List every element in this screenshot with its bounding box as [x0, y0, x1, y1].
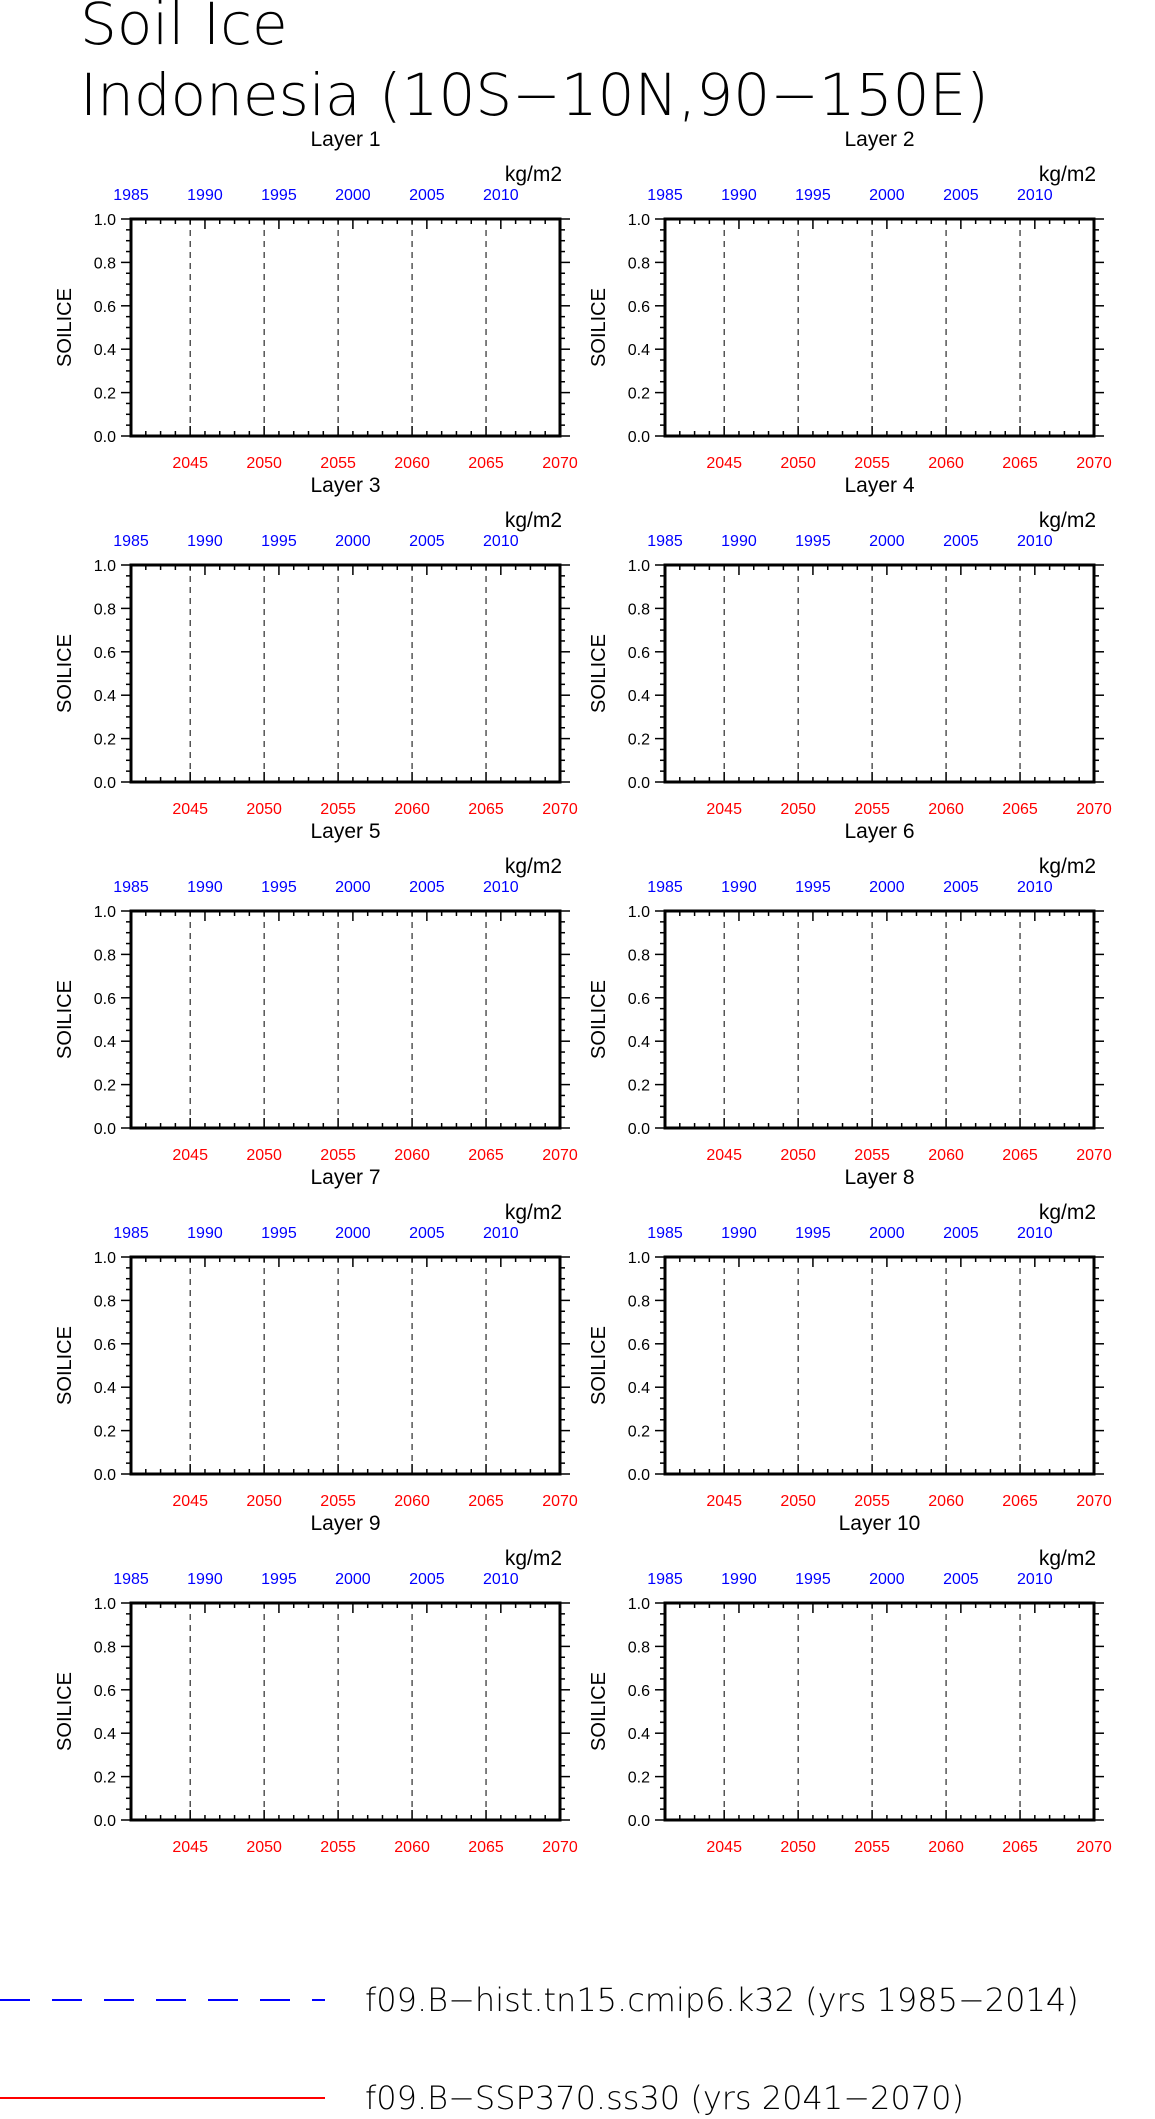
chart-panel [54, 128, 578, 472]
x-tick-label-historical: 1995 [795, 1571, 831, 1588]
x-tick-label-historical: 1985 [113, 533, 149, 550]
x-tick-label-future: 2050 [246, 1493, 282, 1510]
y-tick-label: 0.2 [93, 731, 116, 749]
y-tick-label: 0.6 [627, 1682, 650, 1700]
y-tick-label: 0.6 [93, 1336, 116, 1354]
y-tick-label: 0.4 [93, 1380, 116, 1398]
y-tick-label: 1.0 [93, 1250, 116, 1267]
x-tick-label-future: 2050 [780, 455, 816, 472]
y-tick-label: 1.0 [627, 212, 650, 229]
x-tick-label-future: 2065 [468, 1147, 504, 1164]
plot-frame [665, 1603, 1094, 1820]
y-tick-label: 0.0 [627, 429, 650, 446]
x-tick-label-historical: 2000 [335, 533, 371, 550]
chart-panel [54, 1166, 578, 1510]
x-tick-label-future: 2055 [320, 1839, 356, 1856]
y-axis-label: SOILICE [588, 1672, 610, 1751]
x-tick-label-future: 2070 [1076, 455, 1112, 472]
units-label: kg/m2 [504, 163, 562, 186]
x-tick-label-historical: 1985 [647, 187, 683, 204]
x-tick-label-historical: 2000 [869, 187, 905, 204]
x-tick-label-future: 2045 [706, 1493, 742, 1510]
x-tick-label-historical: 1985 [647, 879, 683, 896]
x-tick-label-future: 2060 [394, 1839, 430, 1856]
x-tick-label-future: 2050 [246, 455, 282, 472]
y-axis-label: SOILICE [588, 634, 610, 713]
x-tick-label-future: 2050 [246, 1147, 282, 1164]
x-tick-label-future: 2070 [542, 1493, 578, 1510]
y-tick-label: 0.8 [627, 947, 650, 965]
y-tick-label: 1.0 [627, 904, 650, 921]
x-tick-label-historical: 1995 [261, 1225, 297, 1242]
x-tick-label-historical: 1995 [261, 1571, 297, 1588]
units-label: kg/m2 [1038, 163, 1096, 186]
y-tick-label: 0.2 [93, 385, 116, 403]
y-tick-label: 0.0 [93, 1121, 116, 1138]
y-axis-label: SOILICE [54, 634, 76, 713]
y-tick-label: 0.0 [627, 1121, 650, 1138]
y-tick-label: 0.0 [93, 1813, 116, 1830]
x-tick-label-future: 2065 [468, 1839, 504, 1856]
units-label: kg/m2 [1038, 1201, 1096, 1224]
figure-title-line2: Indonesia (10S−10N,90−150E) [80, 61, 989, 129]
y-tick-label: 0.2 [627, 385, 650, 403]
x-tick-label-future: 2050 [780, 1147, 816, 1164]
x-tick-label-historical: 1990 [187, 533, 223, 550]
x-tick-label-future: 2045 [172, 1493, 208, 1510]
x-tick-label-future: 2065 [468, 1493, 504, 1510]
x-tick-label-historical: 2000 [869, 879, 905, 896]
y-tick-label: 0.0 [93, 1467, 116, 1484]
y-axis-label: SOILICE [54, 1672, 76, 1751]
y-tick-label: 0.4 [627, 1380, 650, 1398]
x-tick-label-historical: 2010 [483, 187, 519, 204]
x-tick-label-future: 2060 [928, 1147, 964, 1164]
units-label: kg/m2 [504, 1201, 562, 1224]
x-tick-label-historical: 2000 [869, 533, 905, 550]
x-tick-label-historical: 1990 [721, 879, 757, 896]
x-tick-label-future: 2055 [320, 1147, 356, 1164]
x-tick-label-future: 2060 [928, 801, 964, 818]
x-tick-label-historical: 1985 [113, 1225, 149, 1242]
x-tick-label-historical: 2010 [483, 533, 519, 550]
x-tick-label-historical: 1995 [261, 879, 297, 896]
legend-label-future: f09.B−SSP370.ss30 (yrs 2041−2070) [365, 2079, 964, 2117]
chart-panel [54, 820, 578, 1164]
x-tick-label-historical: 2000 [335, 1571, 371, 1588]
y-tick-label: 0.4 [627, 688, 650, 706]
x-tick-label-future: 2045 [172, 455, 208, 472]
x-tick-label-historical: 1985 [647, 533, 683, 550]
x-tick-label-future: 2060 [928, 1493, 964, 1510]
x-tick-label-future: 2070 [542, 455, 578, 472]
x-tick-label-future: 2050 [780, 1839, 816, 1856]
x-tick-label-future: 2060 [928, 455, 964, 472]
y-tick-label: 0.4 [93, 1726, 116, 1744]
plot-frame [665, 219, 1094, 436]
x-tick-label-future: 2060 [394, 1147, 430, 1164]
x-tick-label-future: 2070 [542, 1147, 578, 1164]
y-tick-label: 0.2 [93, 1423, 116, 1441]
panel-title: Layer 10 [838, 1512, 921, 1535]
y-tick-label: 0.8 [627, 1639, 650, 1657]
x-tick-label-future: 2045 [706, 1147, 742, 1164]
x-tick-label-future: 2050 [246, 1839, 282, 1856]
x-tick-label-historical: 1995 [261, 187, 297, 204]
panel-title: Layer 1 [310, 128, 381, 151]
x-tick-label-historical: 1990 [187, 1225, 223, 1242]
x-tick-label-future: 2045 [172, 1147, 208, 1164]
y-tick-label: 1.0 [93, 1596, 116, 1613]
x-tick-label-historical: 2010 [483, 879, 519, 896]
chart-panel [54, 474, 578, 818]
x-tick-label-historical: 1990 [187, 879, 223, 896]
y-tick-label: 0.2 [93, 1769, 116, 1787]
y-tick-label: 0.0 [627, 1467, 650, 1484]
x-tick-label-future: 2045 [706, 1839, 742, 1856]
units-label: kg/m2 [504, 1547, 562, 1570]
y-tick-label: 1.0 [627, 1596, 650, 1613]
y-tick-label: 0.6 [93, 1682, 116, 1700]
x-tick-label-future: 2065 [1002, 455, 1038, 472]
y-tick-label: 0.0 [93, 775, 116, 792]
x-tick-label-historical: 2005 [409, 1225, 445, 1242]
y-tick-label: 0.6 [627, 644, 650, 662]
x-tick-label-future: 2070 [1076, 1839, 1112, 1856]
x-tick-label-historical: 2010 [1017, 533, 1053, 550]
x-tick-label-historical: 2000 [869, 1571, 905, 1588]
y-axis-label: SOILICE [588, 980, 610, 1059]
units-label: kg/m2 [1038, 1547, 1096, 1570]
x-tick-label-historical: 2005 [409, 187, 445, 204]
panel-title: Layer 7 [310, 1166, 381, 1189]
x-tick-label-historical: 2005 [943, 187, 979, 204]
y-axis-label: SOILICE [54, 980, 76, 1059]
x-tick-label-historical: 1990 [187, 1571, 223, 1588]
x-tick-label-future: 2055 [854, 801, 890, 818]
x-tick-label-future: 2055 [320, 455, 356, 472]
x-tick-label-historical: 1995 [795, 879, 831, 896]
panel-title: Layer 5 [310, 820, 381, 843]
chart-panel [588, 820, 1112, 1164]
panel-title: Layer 3 [310, 474, 381, 497]
x-tick-label-future: 2045 [172, 801, 208, 818]
x-tick-label-historical: 1985 [647, 1225, 683, 1242]
x-tick-label-future: 2070 [542, 801, 578, 818]
x-tick-label-historical: 2005 [943, 1225, 979, 1242]
y-tick-label: 1.0 [93, 558, 116, 575]
plot-frame [665, 1257, 1094, 1474]
y-axis-label: SOILICE [588, 1326, 610, 1405]
y-tick-label: 0.4 [93, 688, 116, 706]
y-axis-label: SOILICE [54, 288, 76, 367]
y-tick-label: 0.8 [627, 601, 650, 619]
x-tick-label-historical: 1995 [261, 533, 297, 550]
y-axis-label: SOILICE [54, 1326, 76, 1405]
y-tick-label: 0.8 [93, 601, 116, 619]
figure-title-line1: Soil Ice [80, 0, 288, 58]
y-tick-label: 0.4 [627, 342, 650, 360]
x-tick-label-historical: 2005 [943, 533, 979, 550]
x-tick-label-future: 2055 [320, 1493, 356, 1510]
x-tick-label-future: 2065 [1002, 801, 1038, 818]
x-tick-label-future: 2045 [706, 455, 742, 472]
x-tick-label-future: 2070 [1076, 1493, 1112, 1510]
y-tick-label: 0.2 [627, 731, 650, 749]
y-tick-label: 0.8 [93, 1293, 116, 1311]
y-tick-label: 0.8 [627, 1293, 650, 1311]
chart-panel [588, 1166, 1112, 1510]
plot-frame [131, 219, 560, 436]
y-tick-label: 0.2 [627, 1077, 650, 1095]
x-tick-label-historical: 2000 [335, 187, 371, 204]
x-tick-label-future: 2055 [854, 1839, 890, 1856]
x-tick-label-historical: 2010 [1017, 1225, 1053, 1242]
chart-panel [588, 128, 1112, 472]
y-tick-label: 0.6 [93, 298, 116, 316]
x-tick-label-future: 2045 [172, 1839, 208, 1856]
units-label: kg/m2 [1038, 855, 1096, 878]
x-tick-label-future: 2065 [468, 801, 504, 818]
y-axis-label: SOILICE [588, 288, 610, 367]
y-tick-label: 0.8 [93, 1639, 116, 1657]
panel-title: Layer 9 [310, 1512, 381, 1535]
x-tick-label-future: 2050 [246, 801, 282, 818]
y-tick-label: 0.6 [93, 644, 116, 662]
x-tick-label-future: 2050 [780, 801, 816, 818]
x-tick-label-historical: 1985 [113, 879, 149, 896]
x-tick-label-future: 2070 [1076, 1147, 1112, 1164]
y-tick-label: 0.6 [93, 990, 116, 1008]
x-tick-label-historical: 2000 [335, 1225, 371, 1242]
units-label: kg/m2 [504, 509, 562, 532]
y-tick-label: 0.6 [627, 1336, 650, 1354]
chart-panel [54, 1512, 578, 1856]
x-tick-label-future: 2060 [394, 801, 430, 818]
plot-frame [131, 1603, 560, 1820]
x-tick-label-future: 2055 [854, 1493, 890, 1510]
x-tick-label-historical: 2010 [1017, 187, 1053, 204]
y-tick-label: 0.0 [627, 775, 650, 792]
plot-frame [665, 911, 1094, 1128]
x-tick-label-future: 2055 [854, 455, 890, 472]
x-tick-label-future: 2065 [1002, 1147, 1038, 1164]
y-tick-label: 0.2 [627, 1769, 650, 1787]
plot-frame [665, 565, 1094, 782]
x-tick-label-future: 2050 [780, 1493, 816, 1510]
x-tick-label-future: 2045 [706, 801, 742, 818]
x-tick-label-future: 2065 [468, 455, 504, 472]
x-tick-label-historical: 2000 [335, 879, 371, 896]
y-tick-label: 0.2 [93, 1077, 116, 1095]
x-tick-label-historical: 2005 [409, 879, 445, 896]
y-tick-label: 0.0 [627, 1813, 650, 1830]
y-tick-label: 0.8 [93, 255, 116, 273]
panel-grid [54, 128, 1112, 1856]
units-label: kg/m2 [504, 855, 562, 878]
x-tick-label-historical: 1990 [187, 187, 223, 204]
x-tick-label-historical: 2010 [483, 1225, 519, 1242]
y-tick-label: 0.6 [627, 990, 650, 1008]
x-tick-label-historical: 1995 [795, 1225, 831, 1242]
y-tick-label: 1.0 [627, 558, 650, 575]
y-tick-label: 0.2 [627, 1423, 650, 1441]
x-tick-label-historical: 1985 [113, 1571, 149, 1588]
panel-title: Layer 2 [844, 128, 915, 151]
y-tick-label: 1.0 [627, 1250, 650, 1267]
x-tick-label-historical: 2000 [869, 1225, 905, 1242]
x-tick-label-historical: 1995 [795, 187, 831, 204]
x-tick-label-historical: 1985 [113, 187, 149, 204]
panel-title: Layer 6 [844, 820, 915, 843]
x-tick-label-historical: 1990 [721, 1225, 757, 1242]
y-tick-label: 0.8 [627, 255, 650, 273]
x-tick-label-future: 2060 [394, 1493, 430, 1510]
y-tick-label: 1.0 [93, 212, 116, 229]
x-tick-label-historical: 1990 [721, 187, 757, 204]
panel-title: Layer 4 [844, 474, 915, 497]
x-tick-label-historical: 2010 [1017, 1571, 1053, 1588]
y-tick-label: 0.8 [93, 947, 116, 965]
panel-title: Layer 8 [844, 1166, 915, 1189]
chart-panel [588, 474, 1112, 818]
x-tick-label-historical: 2005 [943, 879, 979, 896]
units-label: kg/m2 [1038, 509, 1096, 532]
x-tick-label-historical: 1995 [795, 533, 831, 550]
y-tick-label: 0.4 [627, 1726, 650, 1744]
x-tick-label-future: 2060 [394, 455, 430, 472]
y-tick-label: 0.4 [93, 1034, 116, 1052]
y-tick-label: 0.6 [627, 298, 650, 316]
x-tick-label-historical: 2010 [1017, 879, 1053, 896]
x-tick-label-future: 2070 [542, 1839, 578, 1856]
y-tick-label: 0.4 [627, 1034, 650, 1052]
x-tick-label-future: 2055 [854, 1147, 890, 1164]
x-tick-label-future: 2060 [928, 1839, 964, 1856]
x-tick-label-historical: 2005 [409, 533, 445, 550]
x-tick-label-historical: 2005 [943, 1571, 979, 1588]
y-tick-label: 1.0 [93, 904, 116, 921]
y-tick-label: 0.4 [93, 342, 116, 360]
y-tick-label: 0.0 [93, 429, 116, 446]
chart-panel [588, 1512, 1112, 1856]
x-tick-label-future: 2065 [1002, 1839, 1038, 1856]
legend [0, 1981, 1079, 2117]
x-tick-label-historical: 1985 [647, 1571, 683, 1588]
plot-frame [131, 911, 560, 1128]
x-tick-label-future: 2070 [1076, 801, 1112, 818]
x-tick-label-future: 2065 [1002, 1493, 1038, 1510]
plot-frame [131, 565, 560, 782]
legend-label-historical: f09.B−hist.tn15.cmip6.k32 (yrs 1985−2014) [365, 1981, 1079, 2019]
x-tick-label-historical: 1990 [721, 1571, 757, 1588]
x-tick-label-historical: 1990 [721, 533, 757, 550]
x-tick-label-historical: 2005 [409, 1571, 445, 1588]
x-tick-label-historical: 2010 [483, 1571, 519, 1588]
plot-frame [131, 1257, 560, 1474]
x-tick-label-future: 2055 [320, 801, 356, 818]
